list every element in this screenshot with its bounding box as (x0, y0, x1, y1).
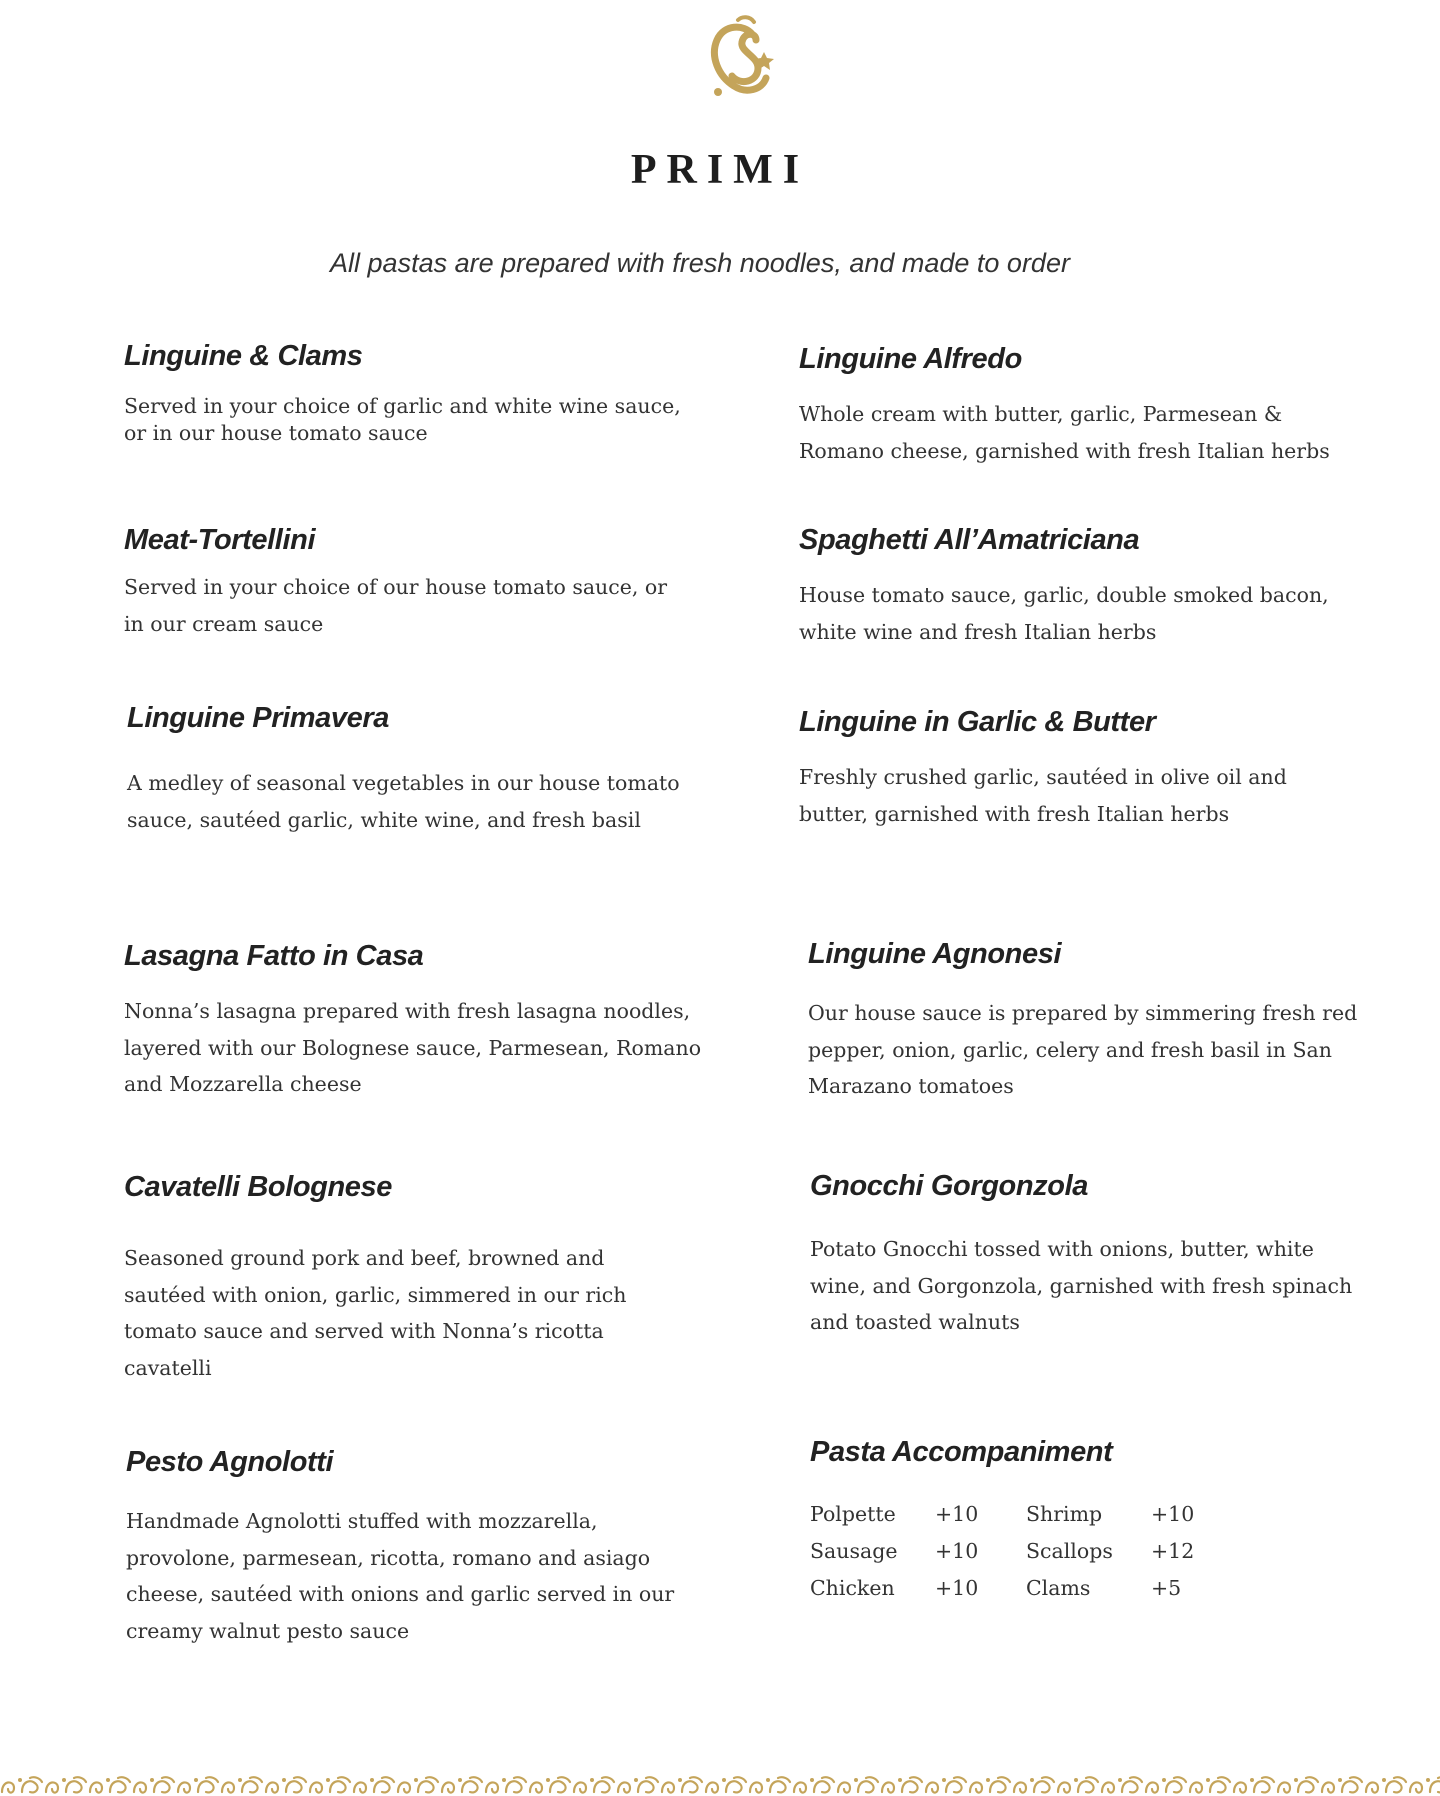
menu-item-name: Linguine Primavera (127, 702, 389, 734)
accompaniment-row (1026, 1502, 1194, 1539)
menu-item (126, 1446, 686, 1649)
accompaniment-price: +10 (935, 1502, 979, 1526)
accompaniment-price: +5 (1151, 1576, 1182, 1600)
menu-item-description: Freshly crushed garlic, sautéed in olive oil and butter, garnished with fresh Italian herbs (799, 765, 1287, 826)
menu-item-name: Gnocchi Gorgonzola (810, 1170, 1088, 1202)
accompaniment-row (810, 1576, 978, 1613)
menu-item-description: House tomato sauce, garlic, double smoked bacon, white wine and fresh Italian herbs (799, 583, 1329, 644)
accompaniment-column (1026, 1502, 1194, 1613)
menu-item-name: Linguine Agnonesi (808, 938, 1062, 970)
menu-item-name: Meat-Tortellini (124, 524, 316, 556)
menu-item-description: Served in your choice of our house tomato sauce, or in our cream sauce (124, 575, 668, 636)
ornamental-scroll-border (0, 1774, 1440, 1796)
menu-item (124, 940, 702, 1103)
accompaniment-name: Clams (1026, 1576, 1091, 1600)
menu-item (808, 938, 1368, 1105)
accompaniment-row (1026, 1576, 1194, 1613)
page-subtitle: All pastas are prepared with fresh noodles, and made to order (330, 248, 1070, 278)
accompaniment-name: Shrimp (1026, 1502, 1103, 1526)
accompaniment-price: +10 (935, 1539, 979, 1563)
accompaniment-name: Sausage (810, 1539, 898, 1563)
menu-item-description: A medley of seasonal vegetables in our house tomato sauce, sautéed garlic, white wine, and fresh basil (127, 771, 680, 832)
menu-item-description: Nonna’s lasagna prepared with fresh lasagna noodles, layered with our Bolognese sauce, Parmesean, Romano and Mozzarella cheese (124, 999, 702, 1096)
menu-item-name: Pesto Agnolotti (126, 1446, 334, 1478)
pasta-accompaniment (810, 1436, 1195, 1600)
menu-item (127, 702, 687, 838)
page-title: PRIMI (630, 147, 810, 193)
menu-item (799, 524, 1359, 650)
accompaniment-name: Scallops (1026, 1539, 1113, 1563)
menu-item-description: Handmade Agnolotti stuffed with mozzarella, provolone, parmesean, ricotta, romano and asiago cheese, sautéed with onions and garlic served in our creamy walnut pesto sauce (126, 1509, 675, 1643)
menu-item-description: Served in your choice of garlic and white wine sauce, or in our house tomato sauce (124, 394, 681, 445)
menu-item (124, 340, 684, 447)
accompaniment-price: +10 (935, 1576, 979, 1600)
menu-item-description: Seasoned ground pork and beef, browned and sautéed with onion, garlic, simmered in our rich tomato sauce and served with Nonna’s ricotta cavatelli (124, 1246, 627, 1380)
menu-item (810, 1170, 1370, 1341)
accompaniment-name: Chicken (810, 1576, 895, 1600)
menu-item-name: Spaghetti All’Amatriciana (799, 524, 1140, 556)
accompaniment-row (1026, 1539, 1194, 1576)
accompaniment-row (810, 1502, 978, 1539)
menu-item-name: Linguine & Clams (124, 340, 363, 372)
menu-item-description: Whole cream with butter, garlic, Parmesean & Romano cheese, garnished with fresh Italian herbs (799, 402, 1330, 463)
monogram-logo (700, 14, 786, 106)
accompaniment-price: +12 (1151, 1539, 1195, 1563)
accompaniment-price: +10 (1151, 1502, 1195, 1526)
menu-item (124, 524, 684, 642)
menu-item (124, 1171, 684, 1386)
menu-item-name: Lasagna Fatto in Casa (124, 940, 424, 972)
accompaniment-column (810, 1502, 978, 1613)
menu-item-name: Linguine Alfredo (799, 343, 1022, 375)
menu-item-description: Potato Gnocchi tossed with onions, butter, white wine, and Gorgonzola, garnished with fresh spinach and toasted walnuts (810, 1237, 1353, 1334)
menu-item (799, 706, 1359, 832)
accompaniment-row (810, 1539, 978, 1576)
accompaniment-title: Pasta Accompaniment (810, 1436, 1113, 1468)
accompaniment-name: Polpette (810, 1502, 896, 1526)
menu-item-name: Linguine in Garlic & Butter (799, 706, 1156, 738)
menu-item-name: Cavatelli Bolognese (124, 1171, 392, 1203)
menu-item-description: Our house sauce is prepared by simmering fresh red pepper, onion, garlic, celery and fresh basil in San Marazano tomatoes (808, 1001, 1358, 1098)
menu-item (799, 343, 1359, 469)
